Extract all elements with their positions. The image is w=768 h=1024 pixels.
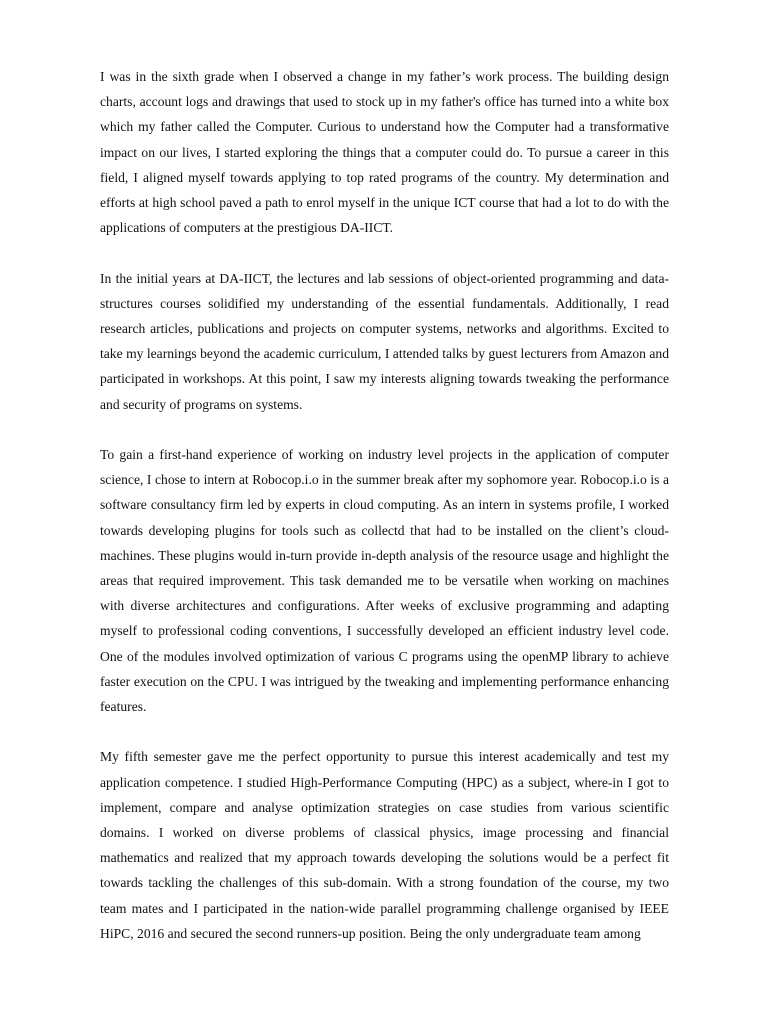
paragraph-4: My fifth semester gave me the perfect opportunity to pursue this interest academically and test my application competence. I studied High-Performance Computing (HPC) as a subject, where-in I got to implement, compare and analyse optimization strategies on case studies from various scientific domains. I worked on diverse problems of classical physics, image processing and financial mathematics and realized that my approach towards developing the solutions would be a perfect fit towards tackling the challenges of this sub-domain. With a strong foundation of the course, my two team mates and I participated in the nation-wide parallel programming challenge organised by IEEE HiPC, 2016 and secured the second runners-up position. Being the only undergraduate team among	[100, 749, 669, 941]
paragraph-2: In the initial years at DA-IICT, the lectures and lab sessions of object-oriented programming and data-structures courses solidified my understanding of the essential fundamentals. Additionally, I read research articles, publications and projects on computer systems, networks and algorithms. Excited to take my learnings beyond the academic curriculum, I attended talks by guest lecturers from Amazon and participated in workshops. At this point, I saw my interests aligning towards tweaking the performance and security of programs on systems.	[100, 270, 669, 412]
paragraph-3: To gain a first-hand experience of working on industry level projects in the application of computer science, I chose to intern at Robocop.i.o in the summer break after my sophomore year. Robocop.i.o is a software consultancy firm led by experts in cloud computing. As an intern in systems profile, I worked towards developing plugins for tools such as collectd that had to be installed on the client’s cloud-machines. These plugins would in-turn provide in-depth analysis of the resource usage and highlight the areas that required improvement. This task demanded me to be versatile when working on machines with diverse architectures and configurations. After weeks of exclusive programming and adapting myself to professional coding conventions, I successfully developed an efficient industry level code. One of the modules involved optimization of various C programs using the openMP library to achieve faster execution on the CPU. I was intrigued by the tweaking and implementing performance enhancing features.	[100, 447, 669, 715]
body-text	[100, 64, 669, 971]
paragraph-1: I was in the sixth grade when I observed a change in my father’s work process. The building design charts, account logs and drawings that used to stock up in my father's office has turned into a white box which my father called the Computer. Curious to understand how the Computer had a transformative impact on our lives, I started exploring the things that a computer could do. To pursue a career in this field, I aligned myself towards applying to top rated programs of the country. My determination and efforts at high school paved a path to enrol myself in the unique ICT course that had a lot to do with the applications of computers at the prestigious DA-IICT.	[100, 69, 669, 236]
